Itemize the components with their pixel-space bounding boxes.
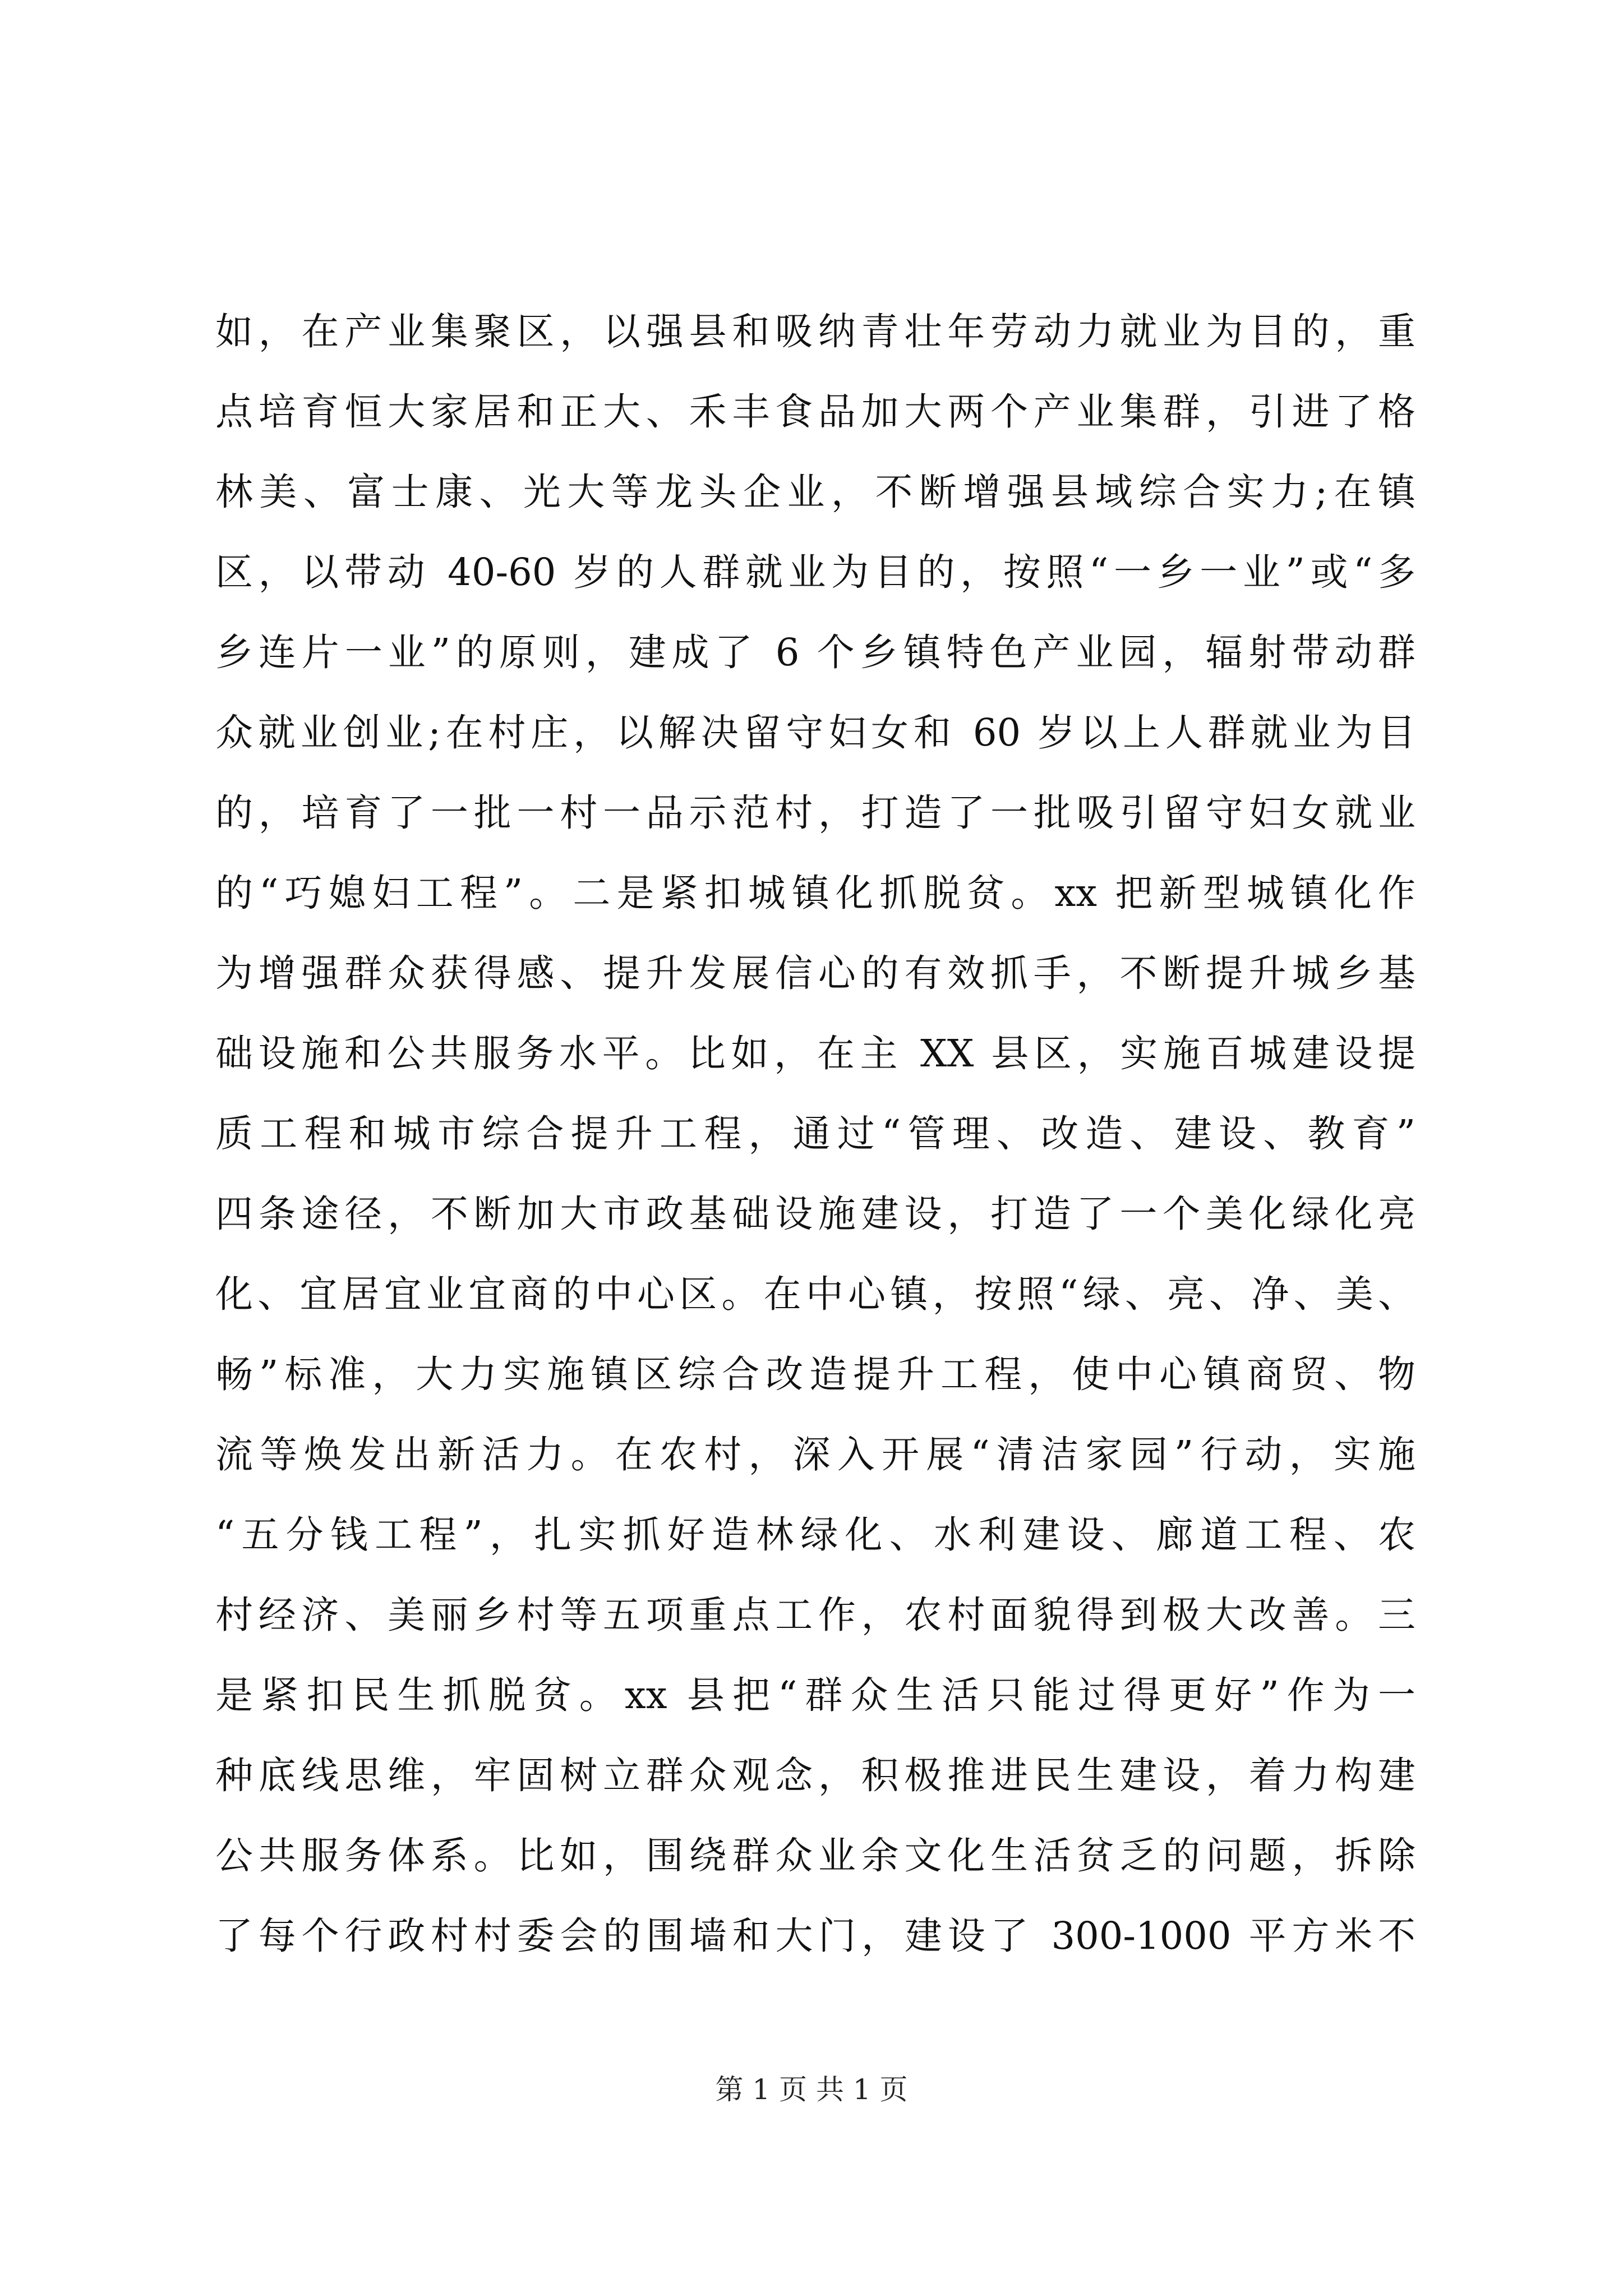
text-line: 区，以带动 40-60 岁的人群就业为目的，按照“一乡一业”或“多 (215, 550, 1415, 594)
text-line: 为增强群众获得感、提升发展信心的有效抓手，不断提升城乡基 (215, 951, 1415, 995)
page-footer: 第 1 页 共 1 页 (715, 2073, 908, 2106)
body-paragraph (215, 292, 1415, 1976)
text-line: 是紧扣民生抓脱贫。xx 县把“群众生活只能过得更好”作为一 (215, 1673, 1415, 1717)
text-line: 林美、富士康、光大等龙头企业，不断增强县域综合实力;在镇 (215, 470, 1415, 514)
text-line: 乡连片一业”的原则，建成了 6 个乡镇特色产业园，辐射带动群 (215, 631, 1415, 674)
text-line: 础设施和公共服务水平。比如，在主 XX 县区，实施百城建设提 (215, 1032, 1415, 1075)
text-line: 众就业创业;在村庄，以解决留守妇女和 60 岁以上人群就业为目 (215, 711, 1415, 754)
text-line: 化、宜居宜业宜商的中心区。在中心镇，按照“绿、亮、净、美、 (215, 1272, 1415, 1316)
text-line: 畅”标准，大力实施镇区综合改造提升工程，使中心镇商贸、物 (215, 1352, 1415, 1396)
text-line: 的，培育了一批一村一品示范村，打造了一批吸引留守妇女就业 (215, 791, 1415, 835)
text-line: 点培育恒大家居和正大、禾丰食品加大两个产业集群，引进了格 (215, 390, 1415, 434)
text-line: 公共服务体系。比如，围绕群众业余文化生活贫乏的问题，拆除 (215, 1834, 1415, 1878)
text-line: 的“巧媳妇工程”。二是紧扣城镇化抓脱贫。xx 把新型城镇化作 (215, 871, 1415, 915)
text-line: 村经济、美丽乡村等五项重点工作，农村面貌得到极大改善。三 (215, 1593, 1415, 1637)
text-line: 四条途径，不断加大市政基础设施建设，打造了一个美化绿化亮 (215, 1192, 1415, 1236)
text-line: “五分钱工程”，扎实抓好造林绿化、水利建设、廊道工程、农 (215, 1513, 1415, 1557)
text-line: 流等焕发出新活力。在农村，深入开展“清洁家园”行动，实施 (215, 1433, 1415, 1476)
text-line: 了每个行政村村委会的围墙和大门，建设了 300-1000 平方米不 (215, 1914, 1415, 1958)
text-line: 种底线思维，牢固树立群众观念，积极推进民生建设，着力构建 (215, 1754, 1415, 1797)
text-line: 如，在产业集聚区，以强县和吸纳青壮年劳动力就业为目的，重 (215, 310, 1415, 353)
text-line: 质工程和城市综合提升工程，通过“管理、改造、建设、教育” (215, 1112, 1415, 1156)
